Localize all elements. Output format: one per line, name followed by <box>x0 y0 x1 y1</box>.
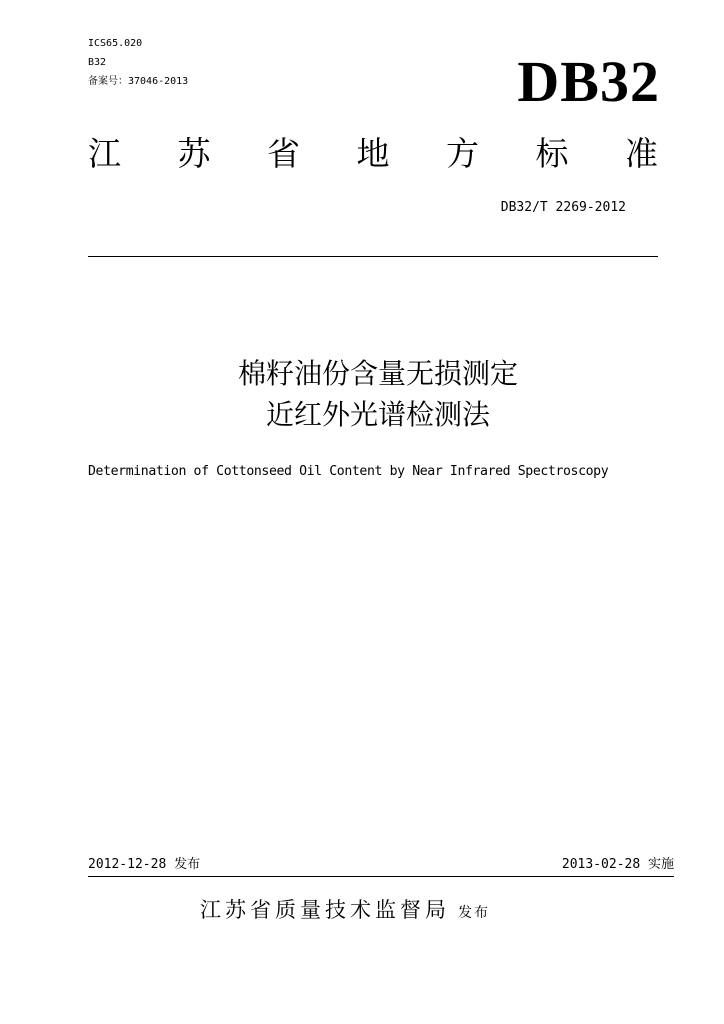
ics-code: ICS65.020 <box>88 38 143 49</box>
db32-logo: DB32 <box>517 49 660 114</box>
filing-number: 备案号：37046-2013 <box>88 76 189 87</box>
issuer-line <box>200 896 490 927</box>
standard-type-char: 省 <box>267 134 300 173</box>
standard-type-char: 苏 <box>177 134 211 173</box>
standard-type-title <box>88 134 658 174</box>
ccs-code: B32 <box>88 57 107 68</box>
issue-label: 发布 <box>458 905 490 921</box>
bottom-divider <box>88 876 674 877</box>
standard-type-char: 江 <box>88 134 121 173</box>
standard-number: DB32/T 2269-2012 <box>500 200 626 215</box>
top-divider <box>88 256 658 257</box>
publish-date: 2012-12-28 发布 <box>88 857 201 872</box>
standard-type-char: 地 <box>356 134 390 173</box>
issuer-name: 江苏省质量技术监督局 <box>200 898 450 922</box>
standard-type-char: 标 <box>535 134 569 173</box>
standard-type-char: 方 <box>446 134 479 173</box>
implementation-date: 2013-02-28 实施 <box>561 857 674 872</box>
chinese-title-line-1: 棉籽油份含量无损测定 <box>237 357 518 390</box>
standard-type-char: 准 <box>625 134 658 173</box>
chinese-title-line-2: 近红外光谱检测法 <box>265 398 490 431</box>
english-title: Determination of Cottonseed Oil Content by Near Infrared Spectroscopy <box>88 464 609 479</box>
